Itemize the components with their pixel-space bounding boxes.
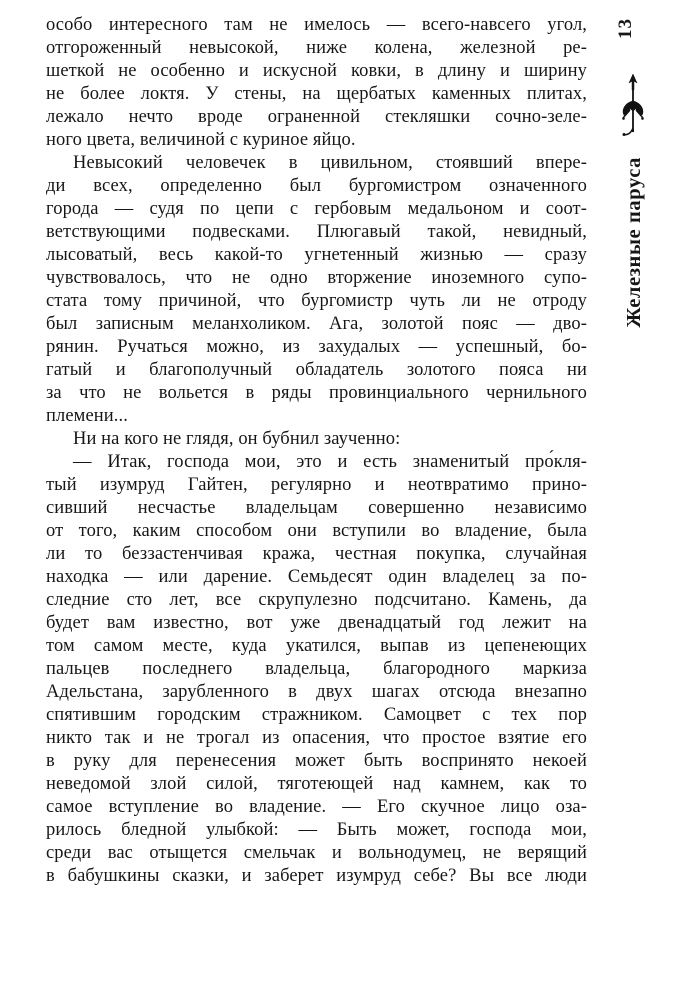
text-line: никто так и не трогал из опасения, что простое взятие его bbox=[46, 728, 587, 748]
text-line: ди всех, определенно был бургомистром означенного bbox=[46, 176, 587, 196]
text-line: племени... bbox=[46, 406, 128, 426]
text-line: сивший несчастье владельцам совершенно независимо bbox=[46, 498, 587, 518]
text-line: будет вам известно, вот уже двенадцатый год лежит на bbox=[46, 613, 587, 633]
text-line: Невысокий человечек в цивильном, стоявший впере- bbox=[73, 153, 587, 173]
text-line: от того, каким способом они вступили во владение, была bbox=[46, 521, 587, 541]
text-line: рянин. Ручаться можно, из захудалых — успешный, бо- bbox=[46, 337, 587, 357]
text-line: пальцев последнего владельца, благородного маркиза bbox=[46, 659, 587, 679]
text-line: спятившим городским стражником. Самоцвет с тех пор bbox=[46, 705, 587, 725]
book-title-vertical: Железные паруса bbox=[623, 157, 645, 328]
dagger-fleuron-icon bbox=[619, 74, 647, 138]
text-line: ли то беззастенчивая кража, честная покупка, случайная bbox=[46, 544, 587, 564]
text-line: города — судя по цепи с гербовым медальоном и соот- bbox=[46, 199, 587, 219]
text-line: рилось бледной улыбкой: — Быть может, господа мои, bbox=[46, 820, 587, 840]
text-line: лежало нечто вроде ограненной стекляшки сочно-зеле- bbox=[46, 107, 587, 127]
text-line: шеткой не особенно и искусной ковки, в длину и ширину bbox=[46, 61, 587, 81]
text-line: неведомой злой силой, тяготеющей над камнем, как то bbox=[46, 774, 587, 794]
text-line: не более локтя. У стены, на щербатых каменных плитах, bbox=[46, 84, 587, 104]
text-line: отгороженный невысокой, ниже колена, железной ре- bbox=[46, 38, 587, 58]
text-line: был записным меланхоликом. Ага, золотой пояс — дво- bbox=[46, 314, 587, 334]
text-line: том самом месте, куда укатился, выпав из цепенеющих bbox=[46, 636, 587, 656]
text-line: — Итак, господа мои, это и есть знаменитый про́кля- bbox=[73, 452, 587, 472]
text-line: тый изумруд Гайтен, регулярно и неотвратимо прино- bbox=[46, 475, 587, 495]
text-line: в бабушкины сказки, и заберет изумруд себе? Вы все люди bbox=[46, 866, 587, 886]
text-line: Ни на кого не глядя, он бубнил заученно: bbox=[73, 429, 401, 449]
body-text bbox=[46, 14, 587, 888]
right-margin bbox=[597, 0, 677, 1000]
text-line: стата тому причиной, что бургомистр чуть ли не отроду bbox=[46, 291, 587, 311]
text-line: Адельстана, зарубленного в двух шагах отсюда внезапно bbox=[46, 682, 587, 702]
page-number: 13 bbox=[615, 18, 636, 39]
text-line: следние сто лет, все скрупулезно подсчитано. Камень, да bbox=[46, 590, 587, 610]
text-line: лысоватый, весь какой-то угнетенный жизнью — сразу bbox=[46, 245, 587, 265]
text-line: самое вступление во владение. — Его скучное лицо оза- bbox=[46, 797, 587, 817]
text-line: в руку для перенесения может быть воспринято некоей bbox=[46, 751, 587, 771]
text-line: ного цвета, величиной с куриное яйцо. bbox=[46, 130, 356, 150]
text-line: гатый и благополучный обладатель золотого пояса ни bbox=[46, 360, 587, 380]
text-line: среди вас отыщется смельчак и вольнодумец, не верящий bbox=[46, 843, 587, 863]
text-line: особо интересного там не имелось — всего-навсего угол, bbox=[46, 15, 587, 35]
text-line: за что не вольется в ряды провинциального чернильного bbox=[46, 383, 587, 403]
text-line: находка — или дарение. Семьдесят один владелец за по- bbox=[46, 567, 587, 587]
text-line: чувствовалось, что не одно вторжение иноземного супо- bbox=[46, 268, 587, 288]
text-line: ветствующими подвесками. Плюгавый такой, невидный, bbox=[46, 222, 587, 242]
